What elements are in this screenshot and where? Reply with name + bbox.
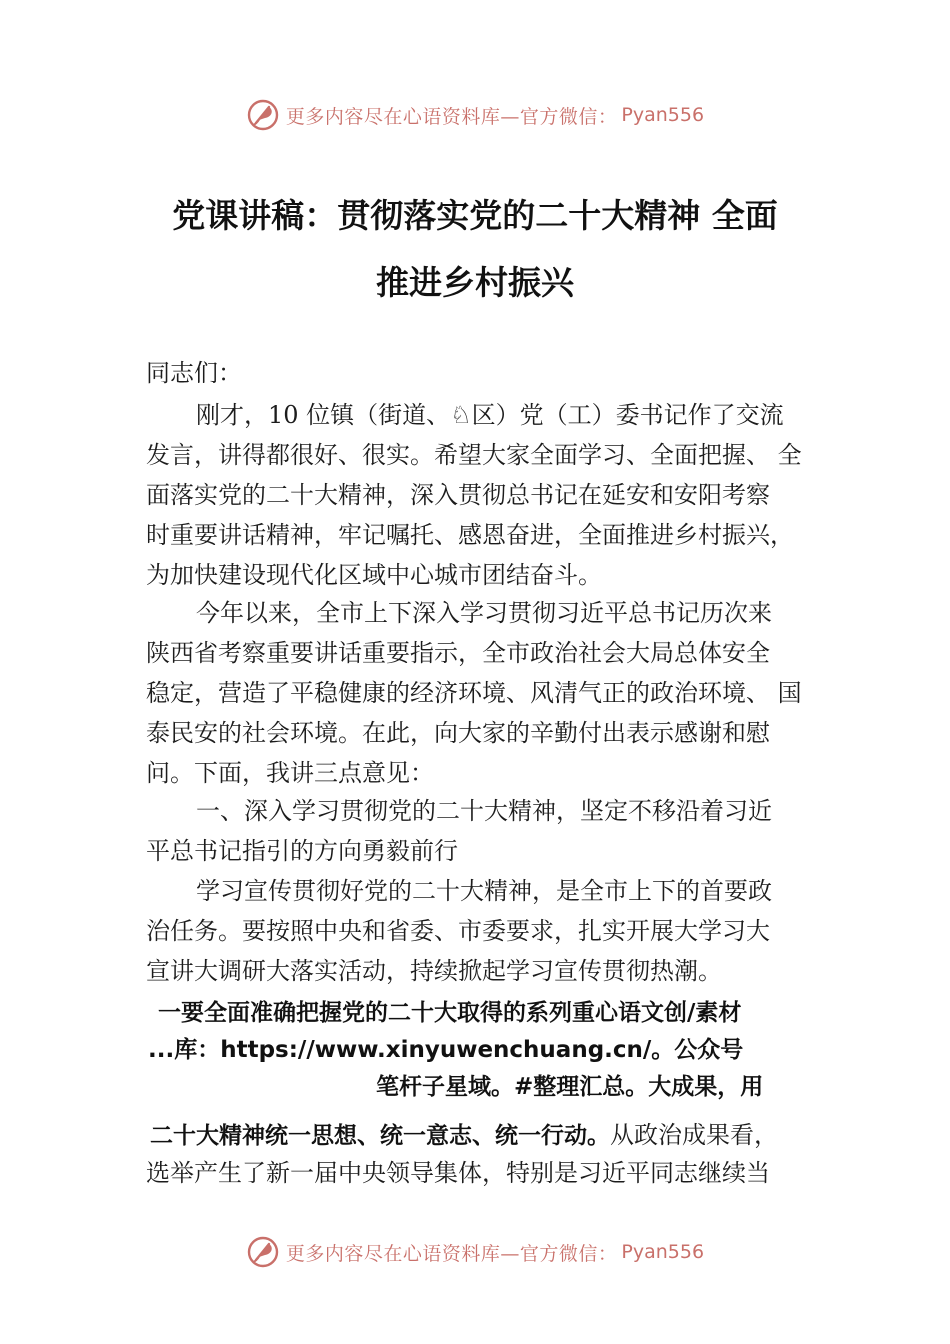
- paragraph-line: 陕西省考察重要讲话重要指示，全市政治社会大局总体安全: [146, 639, 770, 667]
- paragraph-line: 今年以来，全市上下深入学习贯彻习近平总书记历次来: [196, 599, 772, 627]
- paragraph-line: 选举产生了新一届中央领导集体，特别是习近平同志继续当: [146, 1159, 770, 1187]
- paragraph-line: 学习宣传贯彻好党的二十大精神，是全市上下的首要政: [196, 877, 772, 905]
- document-title-line-2: 推进乡村振兴: [376, 263, 574, 302]
- section-heading-line: 一、深入学习贯彻党的二十大精神，坚定不移沿着习近: [196, 797, 772, 825]
- watermark-banner-top: [0, 95, 950, 135]
- promo-overlay-line-2: ...库：https://www.xinyuwenchuang.cn/。公众号: [148, 1037, 744, 1063]
- watermark-banner-bottom: [0, 1232, 950, 1272]
- watermark-text: 更多内容尽在心语资料库—官方微信：: [285, 105, 618, 128]
- paragraph-line: 刚才，10 位镇（街道、♘区）党（工）委书记作了交流: [196, 401, 784, 429]
- mixed-paragraph-line: [150, 1120, 778, 1151]
- watermark-text: 更多内容尽在心语资料库—官方微信：: [285, 1242, 618, 1265]
- normal-continuation-text: 从政治成果看，: [610, 1121, 778, 1149]
- section-heading-line: 平总书记指引的方向勇毅前行: [146, 837, 458, 865]
- watermark-wechat-id: Pyan556: [621, 104, 705, 126]
- salutation: 同志们：: [146, 359, 242, 387]
- document-title-line-1: 党课讲稿：贯彻落实党的二十大精神 全面: [172, 196, 778, 235]
- paragraph-line: 稳定，营造了平稳健康的经济环境、风清气正的政治环境、 国: [146, 679, 802, 707]
- paragraph-line: 面落实党的二十大精神，深入贯彻总书记在延安和安阳考察: [146, 481, 770, 509]
- quill-logo-icon: [246, 98, 280, 132]
- promo-overlay-line-1: 一要全面准确把握党的二十大取得的系列重心语文创/素材: [158, 1000, 742, 1026]
- paragraph-line: 问。下面，我讲三点意见：: [146, 759, 434, 787]
- paragraph-line: 为加快建设现代化区域中心城市团结奋斗。: [146, 561, 602, 589]
- paragraph-line: 发言，讲得都很好、很实。希望大家全面学习、全面把握、 全: [146, 441, 802, 469]
- quill-logo-icon: [246, 1235, 280, 1269]
- watermark-wechat-id: Pyan556: [621, 1241, 705, 1263]
- paragraph-line: 治任务。要按照中央和省委、市委要求，扎实开展大学习大: [146, 917, 770, 945]
- paragraph-line: 时重要讲话精神，牢记嘱托、感恩奋进，全面推进乡村振兴，: [146, 521, 794, 549]
- promo-overlay-line-3: 笔杆子星域。#整理汇总。大成果，用: [376, 1074, 764, 1100]
- paragraph-line: 宣讲大调研大落实活动，持续掀起学习宣传贯彻热潮。: [146, 957, 722, 985]
- paragraph-line: 泰民安的社会环境。在此，向大家的辛勤付出表示感谢和慰: [146, 719, 770, 747]
- bold-lead-text: 二十大精神统一思想、统一意志、统一行动。: [150, 1123, 610, 1149]
